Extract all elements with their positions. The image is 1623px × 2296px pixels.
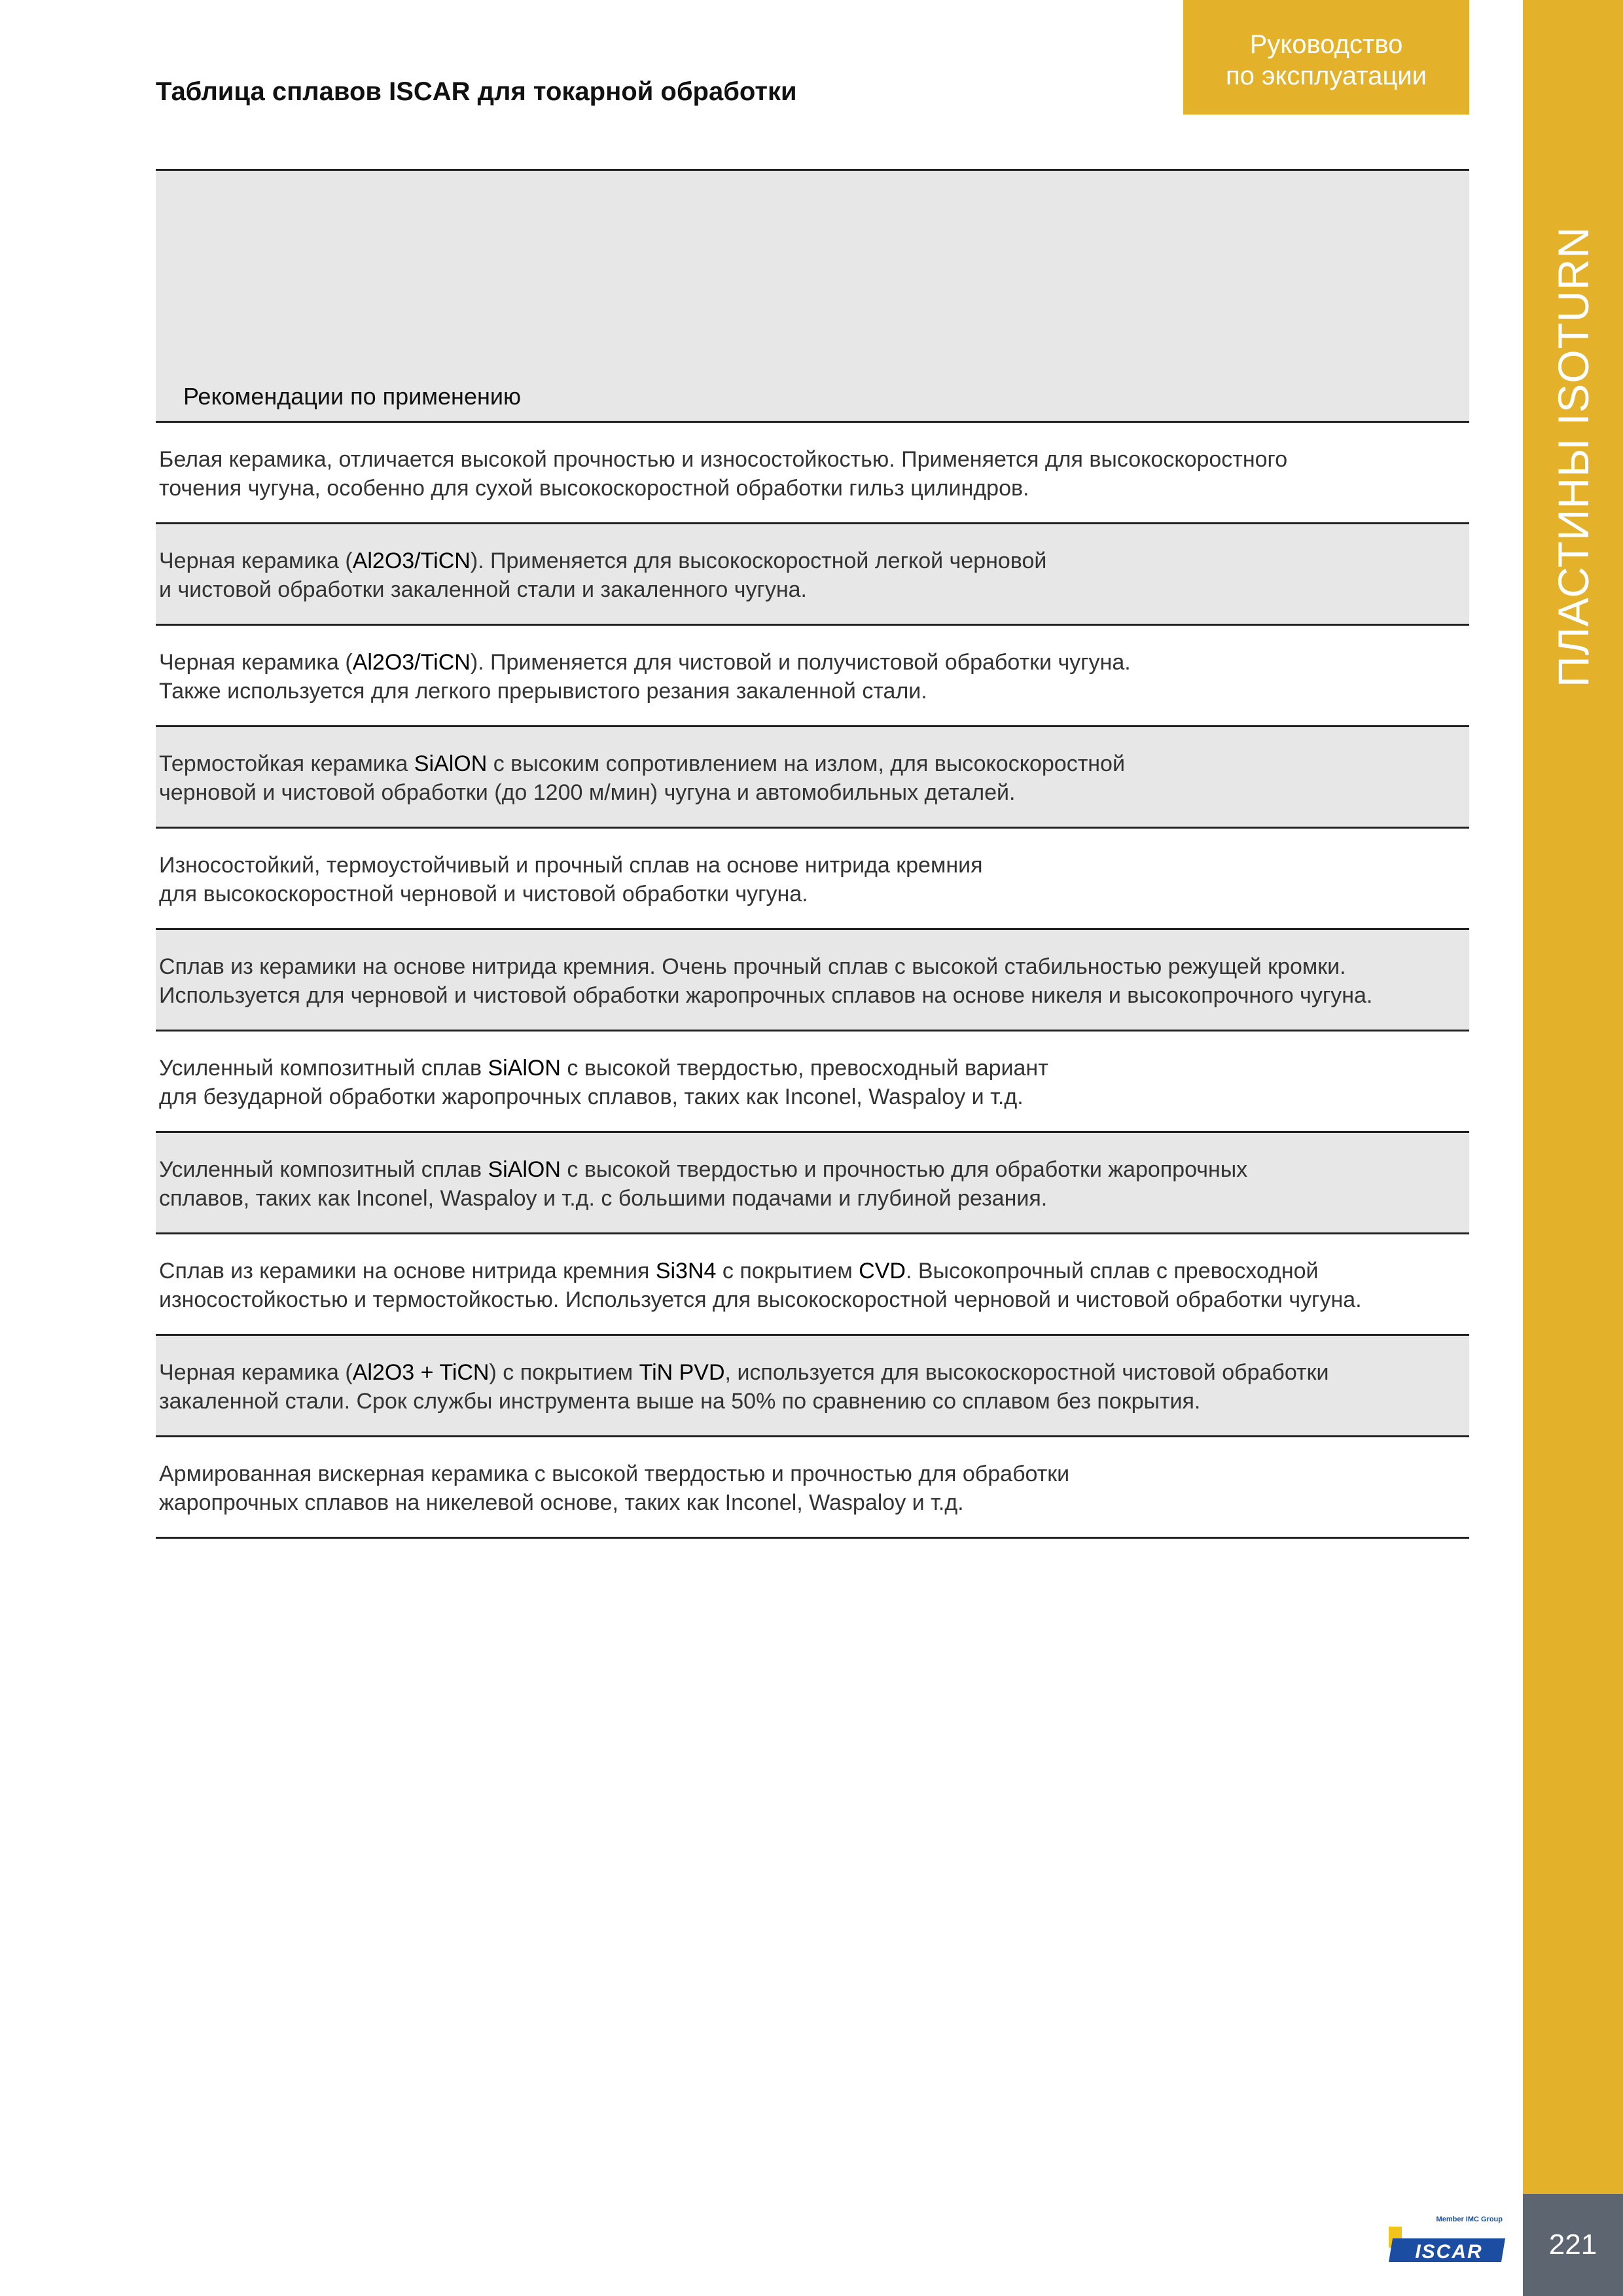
row-text-segment: Также используется для легкого прерывистого резания закаленной стали.: [159, 679, 927, 704]
row-text-line: [159, 648, 1469, 677]
row-text-line: [159, 851, 1469, 880]
row-text-segment: износостойкостью и термостойкостью. Используется для высокоскоростной черновой и чистовой обработки чугуна.: [159, 1287, 1362, 1312]
grade-table: [156, 169, 1469, 1539]
row-text-line: [159, 1285, 1469, 1314]
row-text-line: [159, 1257, 1469, 1285]
row-text-segment: и чистовой обработки закаленной стали и закаленного чугуна.: [159, 577, 807, 602]
row-text-segment: ) с покрытием: [489, 1360, 639, 1385]
grade-term: Al2O3/TiCN: [352, 548, 471, 573]
table-row: [156, 829, 1469, 930]
table-row: [156, 1031, 1469, 1133]
row-text-segment: для безударной обработки жаропрочных сплавов, таких как Inconel, Waspaloy и т.д.: [159, 1085, 1024, 1109]
manual-tab[interactable]: [1183, 0, 1469, 115]
row-text-line: [159, 1358, 1469, 1387]
table-row: [156, 1133, 1469, 1234]
table-body: [156, 423, 1469, 1539]
table-row: [156, 1234, 1469, 1336]
row-text-line: [159, 981, 1469, 1010]
row-text-line: [159, 1155, 1469, 1184]
row-text-segment: Черная керамика (: [159, 548, 353, 573]
row-text-segment: ). Применяется для чистовой и получистовой обработки чугуна.: [470, 650, 1131, 675]
row-text-line: [159, 677, 1469, 706]
row-text-line: [159, 1387, 1469, 1416]
row-text-segment: точения чугуна, особенно для сухой высокоскоростной обработки гильз цилиндров.: [159, 476, 1029, 501]
row-text-segment: Термостойкая керамика: [159, 751, 414, 776]
row-text-segment: с высоким сопротивлением на излом, для высокоскоростной: [487, 751, 1125, 776]
page-number: [1523, 2194, 1623, 2296]
row-text-segment: , используется для высокоскоростной чистовой обработки: [724, 1360, 1329, 1385]
row-text-segment: Черная керамика (: [159, 1360, 353, 1385]
row-text-line: [159, 952, 1469, 981]
row-text-segment: Черная керамика (: [159, 650, 353, 675]
row-text-segment: сплавов, таких как Inconel, Waspaloy и т.д. с большими подачами и глубиной резания.: [159, 1186, 1048, 1211]
row-text-segment: Усиленный композитный сплав: [159, 1056, 488, 1081]
row-text-segment: ). Применяется для высокоскоростной легкой черновой: [470, 548, 1047, 573]
column-header-recommendations: Рекомендации по применению: [183, 383, 521, 410]
row-text-line: [159, 1184, 1469, 1213]
row-text-segment: жаропрочных сплавов на никелевой основе, таких как Inconel, Waspaloy и т.д.: [159, 1490, 964, 1515]
sidebar-title-text: ПЛАСТИНЫ ISOTURN: [1548, 226, 1597, 687]
row-text-line: [159, 749, 1469, 778]
table-row: [156, 1437, 1469, 1539]
page-title: Таблица сплавов ISCAR для токарной обработки: [156, 77, 797, 106]
grade-term: Si3N4: [655, 1259, 717, 1283]
row-text-line: [159, 474, 1469, 503]
row-text-line: [159, 1460, 1469, 1488]
row-text-segment: Усиленный композитный сплав: [159, 1157, 488, 1182]
grade-term: SiAlON: [488, 1157, 561, 1182]
row-text-line: [159, 1083, 1469, 1111]
row-text-segment: с высокой твердостью и прочностью для обработки жаропрочных: [560, 1157, 1248, 1182]
logo-name: ISCAR: [1415, 2241, 1483, 2263]
row-text-segment: Сплав из керамики на основе нитрида кремния: [159, 1259, 656, 1283]
table-header: [156, 169, 1469, 423]
table-row: [156, 727, 1469, 829]
manual-tab-line1: Руководство: [1249, 29, 1403, 59]
row-text-segment: закаленной стали. Срок службы инструмента выше на 50% по сравнению со сплавом без покрытия.: [159, 1389, 1201, 1414]
row-text-segment: Износостойкий, термоустойчивый и прочный сплав на основе нитрида кремния: [159, 853, 983, 878]
row-text-line: [159, 1488, 1469, 1517]
logo-tagline: Member IMC Group: [1436, 2215, 1503, 2223]
page-number-text: 221: [1548, 2229, 1597, 2261]
grade-term: CVD: [859, 1259, 906, 1283]
row-text-segment: Армированная вискерная керамика с высокой твердостью и прочностью для обработки: [159, 1462, 1070, 1486]
row-text-segment: Белая керамика, отличается высокой прочностью и износостойкостью. Применяется для высокоскоростного: [159, 447, 1288, 472]
row-text-line: [159, 880, 1469, 908]
table-row: [156, 930, 1469, 1031]
grade-term: SiAlON: [488, 1056, 561, 1081]
row-text-segment: черновой и чистовой обработки (до 1200 м/мин) чугуна и автомобильных деталей.: [159, 780, 1016, 805]
table-row: [156, 1336, 1469, 1437]
manual-tab-line2: по эксплуатации: [1225, 61, 1427, 90]
table-row: [156, 626, 1469, 727]
row-text-segment: с высокой твердостью, превосходный вариант: [560, 1056, 1048, 1081]
iscar-logo: [1386, 2212, 1510, 2271]
row-text-line: [159, 575, 1469, 604]
grade-term: TiN PVD: [639, 1360, 725, 1385]
row-text-line: [159, 778, 1469, 807]
row-text-segment: Сплав из керамики на основе нитрида кремния. Очень прочный сплав с высокой стабильностью режущей кромки.: [159, 954, 1346, 979]
grade-term: SiAlON: [414, 751, 488, 776]
table-row: [156, 423, 1469, 524]
row-text-line: [159, 547, 1469, 575]
row-text-segment: Используется для черновой и чистовой обработки жаропрочных сплавов на основе никеля и высокопрочного чугуна.: [159, 983, 1373, 1008]
row-text-segment: . Высокопрочный сплав с превосходной: [905, 1259, 1319, 1283]
row-text-line: [159, 445, 1469, 474]
row-text-segment: с покрытием: [716, 1259, 859, 1283]
table-row: [156, 524, 1469, 626]
row-text-line: [159, 1054, 1469, 1083]
grade-term: Al2O3 + TiCN: [352, 1360, 490, 1385]
sidebar-title: [1523, 0, 1623, 687]
row-text-segment: для высокоскоростной черновой и чистовой обработки чугуна.: [159, 882, 808, 906]
grade-term: Al2O3/TiCN: [352, 650, 471, 675]
